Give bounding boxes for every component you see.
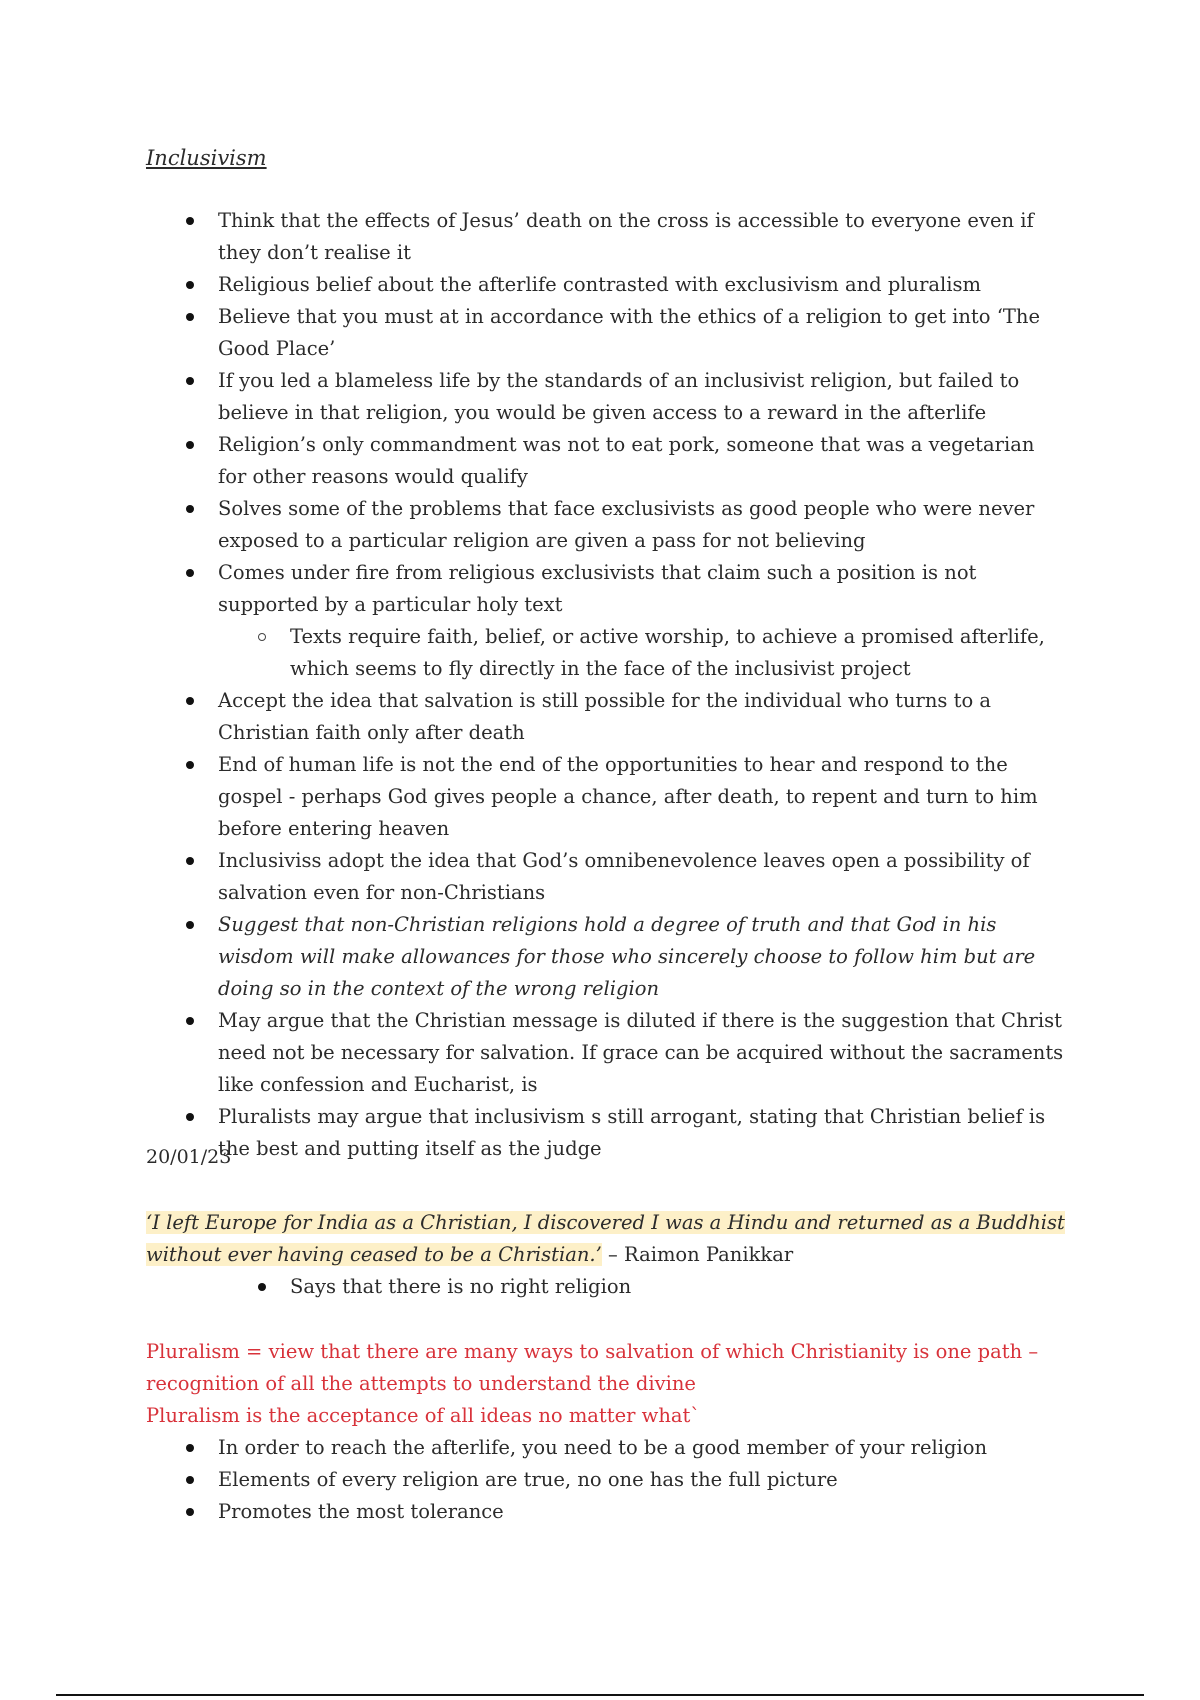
list-item: Religious belief about the afterlife contrasted with exclusivism and pluralism xyxy=(146,269,1066,301)
list-item: Says that there is no right religion xyxy=(146,1271,1066,1303)
date-label: 20/01/23 xyxy=(146,1146,232,1168)
sub-list-item: Texts require faith, belief, or active worship, to achieve a promised afterlife, which seems to fly directly in the face of the inclusivist project xyxy=(146,621,1066,685)
list-item: Solves some of the problems that face exclusivists as good people who were never exposed to a particular religion are given a pass for not believing xyxy=(146,493,1066,557)
page-bottom-rule xyxy=(56,1694,1144,1696)
list-item: Think that the effects of Jesus’ death on the cross is accessible to everyone even if they don’t realise it xyxy=(146,205,1066,269)
definition-text: Pluralism = view that there are many ways to salvation of which Christianity is one path – recognition of all the attempts to understand the divine xyxy=(146,1340,1039,1395)
definition-line-2: Pluralism is the acceptance of all ideas no matter what` xyxy=(146,1404,701,1427)
pluralism-definition xyxy=(146,1336,1066,1432)
inclusivism-bullet-list xyxy=(146,205,1066,1165)
list-item: Promotes the most tolerance xyxy=(146,1496,1066,1528)
list-item: Elements of every religion are true, no one has the full picture xyxy=(146,1464,1066,1496)
list-item: Religion’s only commandment was not to eat pork, someone that was a vegetarian for other reasons would qualify xyxy=(146,429,1066,493)
quote-block xyxy=(146,1207,1066,1271)
list-item: In order to reach the afterlife, you need to be a good member of your religion xyxy=(146,1432,1066,1464)
section-heading: Inclusivism xyxy=(146,146,267,170)
pluralism-bullet-list xyxy=(146,1432,1066,1528)
quote-note-list xyxy=(146,1271,1066,1303)
list-item: Believe that you must at in accordance with the ethics of a religion to get into ‘The Good Place’ xyxy=(146,301,1066,365)
list-item: Pluralists may argue that inclusivism s still arrogant, stating that Christian belief is the best and putting itself as the judge xyxy=(146,1101,1066,1165)
list-item: Comes under fire from religious exclusivists that claim such a position is not supported by a particular holy text xyxy=(146,557,1066,621)
highlighted-quote: ‘I left Europe for India as a Christian, I discovered I was a Hindu and returned as a Buddhist without ever having ceased to be a Christian.’ xyxy=(146,1211,1065,1266)
quote-attribution: – Raimon Panikkar xyxy=(608,1243,794,1266)
list-item: Accept the idea that salvation is still possible for the individual who turns to a Christian faith only after death xyxy=(146,685,1066,749)
list-item: Suggest that non-Christian religions hold a degree of truth and that God in his wisdom will make allowances for those who sincerely choose to follow him but are doing so in the context of the wrong religion xyxy=(146,909,1066,1005)
list-item: May argue that the Christian message is diluted if there is the suggestion that Christ need not be necessary for salvation. If grace can be acquired without the sacraments like confession and Eucharist, is xyxy=(146,1005,1066,1101)
list-item: If you led a blameless life by the standards of an inclusivist religion, but failed to believe in that religion, you would be given access to a reward in the afterlife xyxy=(146,365,1066,429)
list-item: Inclusiviss adopt the idea that God’s omnibenevolence leaves open a possibility of salvation even for non-Christians xyxy=(146,845,1066,909)
list-item: End of human life is not the end of the opportunities to hear and respond to the gospel - perhaps God gives people a chance, after death, to repent and turn to him before entering heaven xyxy=(146,749,1066,845)
